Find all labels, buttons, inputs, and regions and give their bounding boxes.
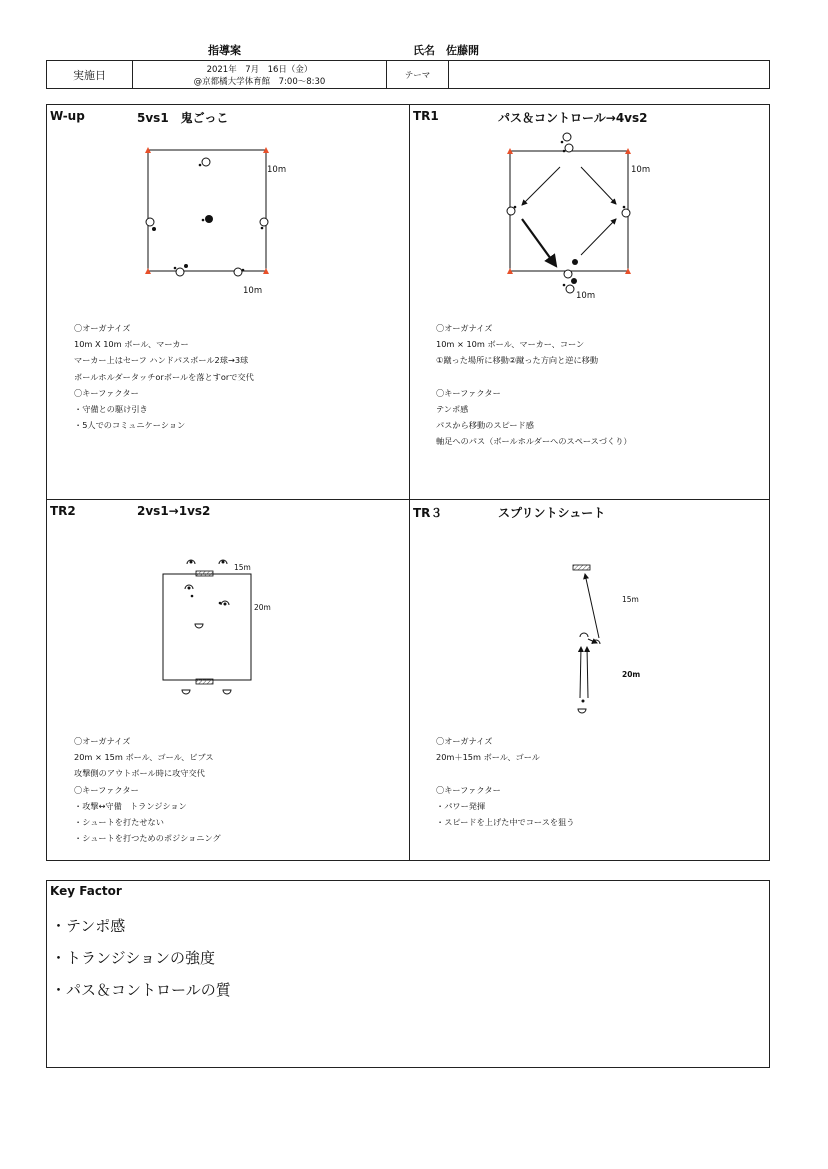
player [234, 268, 242, 276]
panel-tag: TR2 [50, 504, 76, 518]
ball [191, 595, 194, 598]
ball [261, 227, 264, 230]
note-line: 〇キーファクター [74, 387, 139, 398]
panel-tr2 [47, 500, 409, 860]
note-line: 軸足へのパス（ボールホルダーへのスペースづくり） [436, 436, 632, 447]
field-rect [163, 574, 251, 680]
field-square [510, 151, 628, 271]
note-line: 〇キーファクター [436, 387, 501, 398]
dim-top: 15m [234, 563, 251, 572]
note-line: ・5人でのコミュニケーション [74, 420, 186, 431]
field-square [148, 150, 266, 271]
ball [561, 141, 564, 144]
note-line: パスから移動のスピード感 [436, 420, 534, 431]
ball [224, 603, 227, 606]
panel-wup [47, 105, 409, 499]
note-line [436, 369, 632, 385]
note-line: 10m × 10m ボール、マーカー、コーン [436, 339, 585, 350]
note-line: 〇オーガナイズ [74, 323, 131, 333]
dim-side: 10m [631, 165, 651, 175]
dim-bottom: 10m [243, 286, 263, 296]
panel-tag: TR３ [413, 506, 443, 520]
note-line: ・パワー発揮 [436, 800, 486, 811]
tr2-diagram [47, 500, 409, 700]
note-line: 〇オーガナイズ [436, 736, 493, 746]
player [563, 133, 571, 141]
date-value-cell [133, 61, 387, 88]
dim-bottom: 10m [576, 291, 596, 301]
key-factor-item: ・トランジションの強度 [51, 949, 215, 967]
key-factor-item: ・テンポ感 [51, 917, 126, 935]
date-label: 実施日 [73, 69, 106, 82]
info-table [46, 60, 770, 89]
player [566, 285, 574, 293]
ball [222, 561, 225, 564]
defender-marker [223, 690, 231, 694]
theme-label-cell [387, 61, 449, 88]
defender [572, 259, 578, 265]
panel-title: スプリントシュート [498, 506, 606, 520]
panel-title: 2vs1→1vs2 [137, 504, 211, 518]
key-factor-box [46, 880, 770, 1068]
shot-arrow [585, 574, 599, 638]
note-line: 〇オーガナイズ [436, 323, 493, 333]
player [176, 268, 184, 276]
ball [190, 561, 193, 564]
pass-arrow [581, 167, 616, 204]
player [622, 209, 630, 217]
ball [582, 700, 585, 703]
goal [573, 565, 590, 570]
panel-title: 5vs1 鬼ごっこ [137, 111, 229, 125]
key-factor-item: ・パス＆コントロールの質 [51, 981, 231, 999]
defender-marker [195, 624, 203, 628]
panel-tr3 [410, 500, 769, 860]
place-time: @京都橘大学体育館 7:00〜8:30 [193, 77, 326, 87]
goal [196, 679, 213, 684]
ball [152, 227, 156, 231]
note-line: 〇キーファクター [74, 784, 139, 795]
note-line: ・シュートを打つためのポジショニング [74, 833, 221, 844]
player [564, 270, 572, 278]
panel-tag: TR1 [413, 109, 439, 123]
dim-upper: 15m [622, 595, 639, 604]
note-line: マーカー上はセーフ ハンドパスボール2球→3球 [74, 355, 249, 366]
tr1-notes [436, 320, 632, 450]
pass-arrow [581, 219, 616, 255]
pass-arrow [522, 219, 556, 266]
defender-marker [182, 690, 190, 694]
note-line: 10m X 10m ボール、マーカー [74, 339, 189, 350]
ball [199, 164, 202, 167]
player-marker [578, 709, 586, 713]
player-marker [580, 633, 588, 637]
defender [571, 278, 577, 284]
dim-side: 20m [254, 603, 271, 612]
note-line: 20m＋15m ボール、ゴール [436, 752, 540, 763]
ball [174, 267, 177, 270]
ball [623, 206, 626, 209]
wup-notes [74, 320, 254, 433]
player [146, 218, 154, 226]
note-line: 〇キーファクター [436, 784, 501, 795]
panel-tag: W-up [50, 109, 85, 123]
ball [514, 206, 517, 209]
note-line: 攻撃側のアウトボール時に攻守交代 [74, 768, 205, 779]
player-marker [592, 640, 600, 644]
tr1-diagram [410, 105, 769, 305]
player [507, 207, 515, 215]
ball [242, 269, 245, 272]
key-factor-title: Key Factor [50, 884, 122, 898]
tr3-notes [436, 733, 574, 830]
ball [563, 284, 566, 287]
panel-title: パス＆コントロール→4vs2 [498, 111, 648, 125]
tr2-notes [74, 733, 221, 846]
wup-diagram [47, 105, 409, 305]
pass-arrow [522, 167, 560, 205]
ball [563, 150, 566, 153]
note-line [436, 765, 574, 781]
ball [188, 587, 191, 590]
dim-lower: 20m [622, 670, 641, 679]
ball [202, 219, 205, 222]
panel-tr1 [410, 105, 769, 499]
note-line: テンポ感 [436, 403, 469, 414]
player [260, 218, 268, 226]
note-line: 20m × 15m ボール、ゴール、ビブス [74, 752, 214, 763]
run-arrow [587, 647, 588, 698]
note-line: ・守備との駆け引き [74, 403, 148, 414]
theme-label: テーマ [404, 71, 431, 81]
player [565, 144, 573, 152]
note-line: ・スピードを上げた中でコースを狙う [436, 816, 575, 827]
theme-value-cell [449, 61, 769, 88]
dim-side: 10m [267, 165, 287, 175]
plan-label: 指導案 [208, 44, 241, 57]
date-label-cell [47, 61, 133, 88]
goal [196, 571, 213, 576]
tr3-diagram [410, 500, 769, 720]
note-line: ・攻撃↔守備 トランジション [74, 800, 187, 811]
note-line: ボールホルダータッチorボールを落とすorで交代 [74, 371, 254, 382]
ball [219, 602, 222, 605]
pass-arrow [580, 647, 581, 698]
player [202, 158, 210, 166]
date-value: 2021年 7月 16日（金） [206, 65, 313, 75]
drill-grid [46, 104, 770, 861]
note-line: ①蹴った場所に移動②蹴った方向と逆に移動 [436, 355, 599, 366]
defender [205, 215, 213, 223]
name-label: 氏名 佐藤開 [413, 44, 479, 57]
note-line: ・シュートを打たせない [74, 816, 164, 827]
note-line: 〇オーガナイズ [74, 736, 131, 746]
ball [184, 264, 188, 268]
